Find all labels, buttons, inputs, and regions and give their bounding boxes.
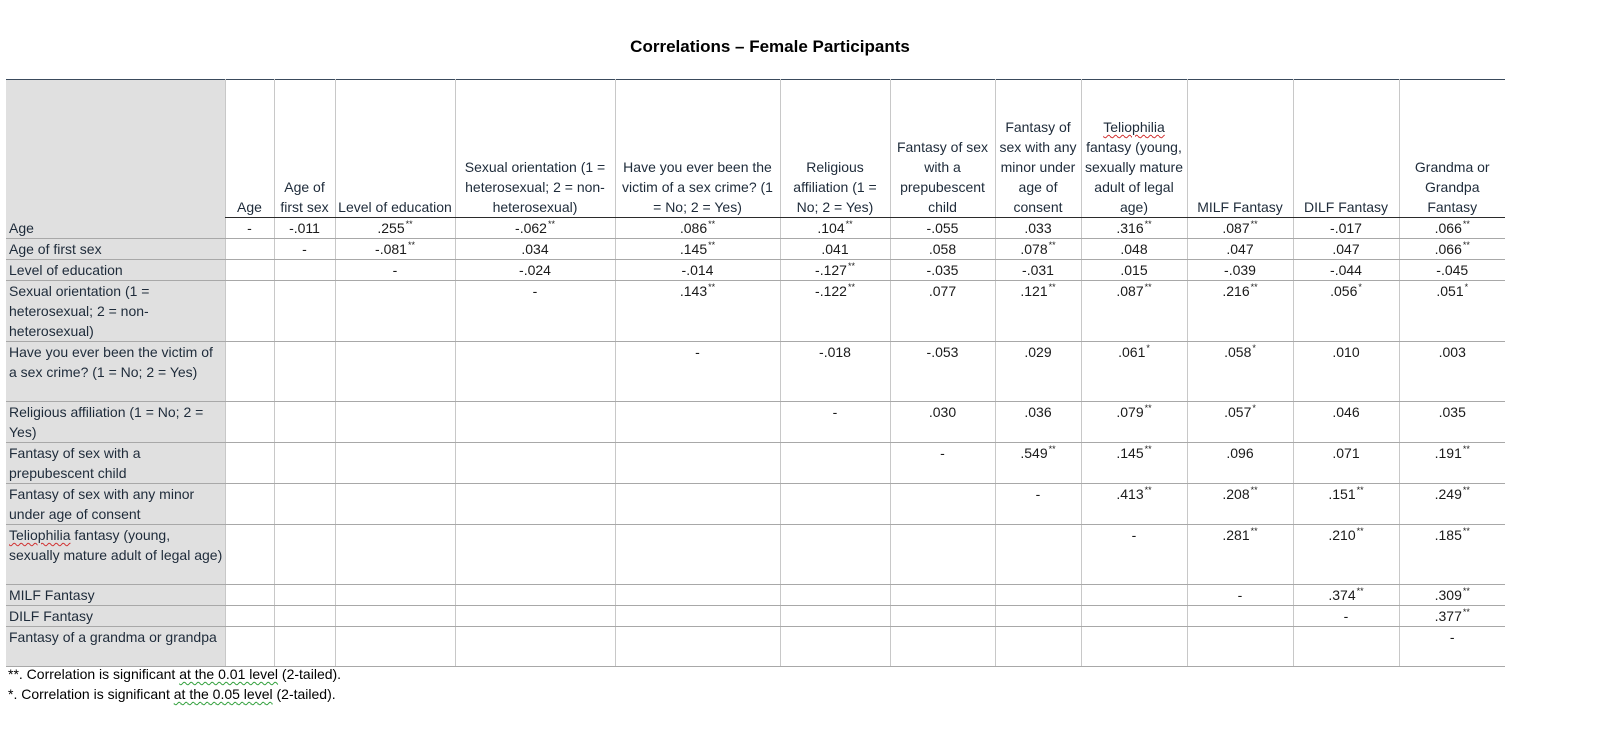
correlation-cell: - <box>1187 585 1293 606</box>
correlation-cell: .036 <box>995 402 1081 443</box>
correlation-cell <box>274 281 335 342</box>
correlation-cell <box>225 443 274 484</box>
correlation-cell <box>335 627 455 667</box>
correlation-cell <box>274 484 335 525</box>
row-label: Fantasy of sex with any minor under age of consent <box>6 484 225 525</box>
correlation-cell <box>455 443 615 484</box>
column-header-have-you-ever-been-the-victim-of-a-sex-c: Have you ever been the victim of a sex crime? (1 = No; 2 = Yes) <box>615 80 780 218</box>
correlation-cell <box>780 443 890 484</box>
column-header-level-of-education: Level of education <box>335 80 455 218</box>
correlation-cell: .309** <box>1399 585 1505 606</box>
correlation-cell <box>1293 627 1399 667</box>
correlation-cell: .047 <box>1293 239 1399 260</box>
row-label: Age <box>6 218 225 239</box>
correlation-cell: -.122** <box>780 281 890 342</box>
correlation-cell: .051* <box>1399 281 1505 342</box>
correlation-cell: .145** <box>615 239 780 260</box>
correlation-cell <box>225 585 274 606</box>
column-header-age: Age <box>225 80 274 218</box>
correlation-cell: .549** <box>995 443 1081 484</box>
correlation-cell: .185** <box>1399 525 1505 585</box>
correlation-cell: -.127** <box>780 260 890 281</box>
correlation-cell: .010 <box>1293 342 1399 402</box>
correlation-cell: -.062** <box>455 218 615 239</box>
correlation-cell: -.039 <box>1187 260 1293 281</box>
row-label: MILF Fantasy <box>6 585 225 606</box>
correlation-cell <box>225 627 274 667</box>
correlation-cell <box>780 585 890 606</box>
correlation-cell: .143** <box>615 281 780 342</box>
correlation-cell: -.011 <box>274 218 335 239</box>
correlation-cell: -.044 <box>1293 260 1399 281</box>
correlation-cell <box>225 239 274 260</box>
correlation-cell <box>335 342 455 402</box>
correlation-cell: - <box>274 239 335 260</box>
correlation-cell <box>274 402 335 443</box>
table-row <box>6 585 1505 606</box>
table-row <box>6 402 1505 443</box>
correlation-cell: .087** <box>1187 218 1293 239</box>
correlation-cell <box>780 627 890 667</box>
correlation-cell <box>995 606 1081 627</box>
table-row <box>6 218 1505 239</box>
correlation-cell: - <box>890 443 995 484</box>
correlation-cell <box>274 606 335 627</box>
correlation-cell: -.081** <box>335 239 455 260</box>
row-label: Fantasy of sex with a prepubescent child <box>6 443 225 484</box>
row-label: Level of education <box>6 260 225 281</box>
correlation-cell: -.035 <box>890 260 995 281</box>
correlation-cell <box>455 585 615 606</box>
correlation-cell <box>274 525 335 585</box>
correlation-cell <box>890 627 995 667</box>
correlation-cell <box>225 260 274 281</box>
correlation-cell <box>615 484 780 525</box>
correlation-cell <box>225 402 274 443</box>
correlation-cell: .071 <box>1293 443 1399 484</box>
correlation-cell: -.045 <box>1399 260 1505 281</box>
correlation-cell: .086** <box>615 218 780 239</box>
correlation-cell: .151** <box>1293 484 1399 525</box>
correlation-cell: - <box>225 218 274 239</box>
correlation-cell: .413** <box>1081 484 1187 525</box>
footnote-significance-001: **. Correlation is significant at the 0.01 level (2-tailed). <box>8 666 342 682</box>
corner-cell <box>6 80 225 218</box>
correlation-cell: .377** <box>1399 606 1505 627</box>
correlation-cell <box>890 484 995 525</box>
correlation-cell: .058* <box>1187 342 1293 402</box>
footnote-significance-005: *. Correlation is significant at the 0.05 level (2-tailed). <box>8 686 336 702</box>
correlation-cell: .033 <box>995 218 1081 239</box>
correlation-cell <box>335 281 455 342</box>
correlation-cell: .061* <box>1081 342 1187 402</box>
correlation-cell: -.017 <box>1293 218 1399 239</box>
correlation-cell <box>615 606 780 627</box>
correlation-cell <box>274 342 335 402</box>
correlation-cell <box>1187 627 1293 667</box>
correlation-cell: -.031 <box>995 260 1081 281</box>
correlation-cell <box>274 585 335 606</box>
column-header-age-of-first-sex: Age of first sex <box>274 80 335 218</box>
correlation-cell: .208** <box>1187 484 1293 525</box>
correlation-cell <box>225 342 274 402</box>
correlation-cell <box>890 525 995 585</box>
correlation-cell: .030 <box>890 402 995 443</box>
correlation-cell <box>335 443 455 484</box>
column-header-fantasy-of-sex-with-any-minor-under-age-: Fantasy of sex with any minor under age of consent <box>995 80 1081 218</box>
correlation-cell: .003 <box>1399 342 1505 402</box>
correlation-cell <box>780 525 890 585</box>
row-label: Sexual orientation (1 = heterosexual; 2 = non-heterosexual) <box>6 281 225 342</box>
correlation-cell: .249** <box>1399 484 1505 525</box>
correlation-cell: .255** <box>335 218 455 239</box>
correlation-cell <box>335 484 455 525</box>
correlation-cell: .046 <box>1293 402 1399 443</box>
correlation-cell: -.024 <box>455 260 615 281</box>
correlation-cell <box>615 627 780 667</box>
correlation-cell <box>455 484 615 525</box>
correlation-cell: .048 <box>1081 239 1187 260</box>
column-header-sexual-orientation-1-heterosexual-2-non-: Sexual orientation (1 = heterosexual; 2 = non-heterosexual) <box>455 80 615 218</box>
correlation-cell <box>455 525 615 585</box>
correlation-cell: -.018 <box>780 342 890 402</box>
correlation-cell: .077 <box>890 281 995 342</box>
correlation-cell: .281** <box>1187 525 1293 585</box>
correlation-cell: - <box>455 281 615 342</box>
table-row <box>6 443 1505 484</box>
correlation-cell: .104** <box>780 218 890 239</box>
correlation-cell: .029 <box>995 342 1081 402</box>
correlation-cell: .058 <box>890 239 995 260</box>
correlation-cell <box>780 606 890 627</box>
correlation-cell: - <box>335 260 455 281</box>
correlation-cell <box>225 525 274 585</box>
correlation-cell: .087** <box>1081 281 1187 342</box>
correlation-cell <box>615 585 780 606</box>
correlation-cell: .057* <box>1187 402 1293 443</box>
column-header-grandma-or-grandpa-fantasy: Grandma or Grandpa Fantasy <box>1399 80 1505 218</box>
correlation-cell <box>274 443 335 484</box>
correlation-cell: .015 <box>1081 260 1187 281</box>
correlation-cell <box>995 525 1081 585</box>
correlation-cell: - <box>615 342 780 402</box>
correlation-cell <box>615 443 780 484</box>
table-row <box>6 239 1505 260</box>
column-header-milf-fantasy: MILF Fantasy <box>1187 80 1293 218</box>
column-header-religious-affiliation-1-no-2-yes: Religious affiliation (1 = No; 2 = Yes) <box>780 80 890 218</box>
correlation-cell <box>615 402 780 443</box>
row-label: Have you ever been the victim of a sex crime? (1 = No; 2 = Yes) <box>6 342 225 402</box>
correlation-cell <box>995 627 1081 667</box>
correlation-cell <box>335 606 455 627</box>
correlation-cell: - <box>1399 627 1505 667</box>
correlation-cell: .121** <box>995 281 1081 342</box>
correlation-cell <box>274 260 335 281</box>
correlation-cell <box>225 281 274 342</box>
correlation-cell: .374** <box>1293 585 1399 606</box>
table-row <box>6 606 1505 627</box>
correlation-cell <box>1081 606 1187 627</box>
correlation-cell <box>780 484 890 525</box>
table-row <box>6 525 1505 585</box>
correlation-cell: - <box>995 484 1081 525</box>
correlation-cell: .034 <box>455 239 615 260</box>
correlation-table <box>6 79 1505 667</box>
row-label: DILF Fantasy <box>6 606 225 627</box>
table-row <box>6 281 1505 342</box>
table-row <box>6 627 1505 667</box>
row-label: Teliophilia fantasy (young, sexually mature adult of legal age) <box>6 525 225 585</box>
correlation-cell <box>1187 606 1293 627</box>
footnotes <box>8 664 341 704</box>
correlation-cell: .078** <box>995 239 1081 260</box>
correlation-cell <box>1081 585 1187 606</box>
correlation-cell <box>335 525 455 585</box>
table-title: Correlations – Female Participants <box>630 37 910 56</box>
correlation-cell: .079** <box>1081 402 1187 443</box>
correlation-cell: .096 <box>1187 443 1293 484</box>
correlation-cell <box>455 627 615 667</box>
correlation-cell: -.014 <box>615 260 780 281</box>
correlation-cell <box>225 606 274 627</box>
correlation-cell <box>1081 627 1187 667</box>
table-row <box>6 260 1505 281</box>
correlation-cell <box>274 627 335 667</box>
row-label: Religious affiliation (1 = No; 2 = Yes) <box>6 402 225 443</box>
correlation-cell <box>455 342 615 402</box>
correlation-cell: -.055 <box>890 218 995 239</box>
correlation-cell <box>615 525 780 585</box>
correlation-cell: .035 <box>1399 402 1505 443</box>
correlation-cell: -.053 <box>890 342 995 402</box>
correlation-cell <box>995 585 1081 606</box>
correlation-cell: .316** <box>1081 218 1187 239</box>
column-header-dilf-fantasy: DILF Fantasy <box>1293 80 1399 218</box>
correlation-cell <box>225 484 274 525</box>
correlation-cell: .216** <box>1187 281 1293 342</box>
correlation-cell: - <box>1293 606 1399 627</box>
column-header-teliophilia-fantasy-young-sexually-matur: Teliophilia fantasy (young, sexually mature adult of legal age) <box>1081 80 1187 218</box>
column-header-fantasy-of-sex-with-a-prepubescent-child: Fantasy of sex with a prepubescent child <box>890 80 995 218</box>
correlation-cell <box>335 402 455 443</box>
correlation-cell <box>890 606 995 627</box>
correlation-cell: .041 <box>780 239 890 260</box>
correlation-cell: .066** <box>1399 239 1505 260</box>
table-row <box>6 342 1505 402</box>
correlation-cell: .056* <box>1293 281 1399 342</box>
correlation-cell: .066** <box>1399 218 1505 239</box>
table-body <box>6 218 1505 667</box>
correlation-cell <box>455 606 615 627</box>
correlation-cell: .191** <box>1399 443 1505 484</box>
correlation-cell: - <box>780 402 890 443</box>
header-row <box>6 80 1505 218</box>
correlation-cell: .047 <box>1187 239 1293 260</box>
row-label: Age of first sex <box>6 239 225 260</box>
correlation-cell: .145** <box>1081 443 1187 484</box>
correlation-cell: .210** <box>1293 525 1399 585</box>
correlation-cell: - <box>1081 525 1187 585</box>
correlation-cell <box>890 585 995 606</box>
correlation-cell <box>455 402 615 443</box>
table-row <box>6 484 1505 525</box>
row-label: Fantasy of a grandma or grandpa <box>6 627 225 667</box>
correlation-cell <box>335 585 455 606</box>
